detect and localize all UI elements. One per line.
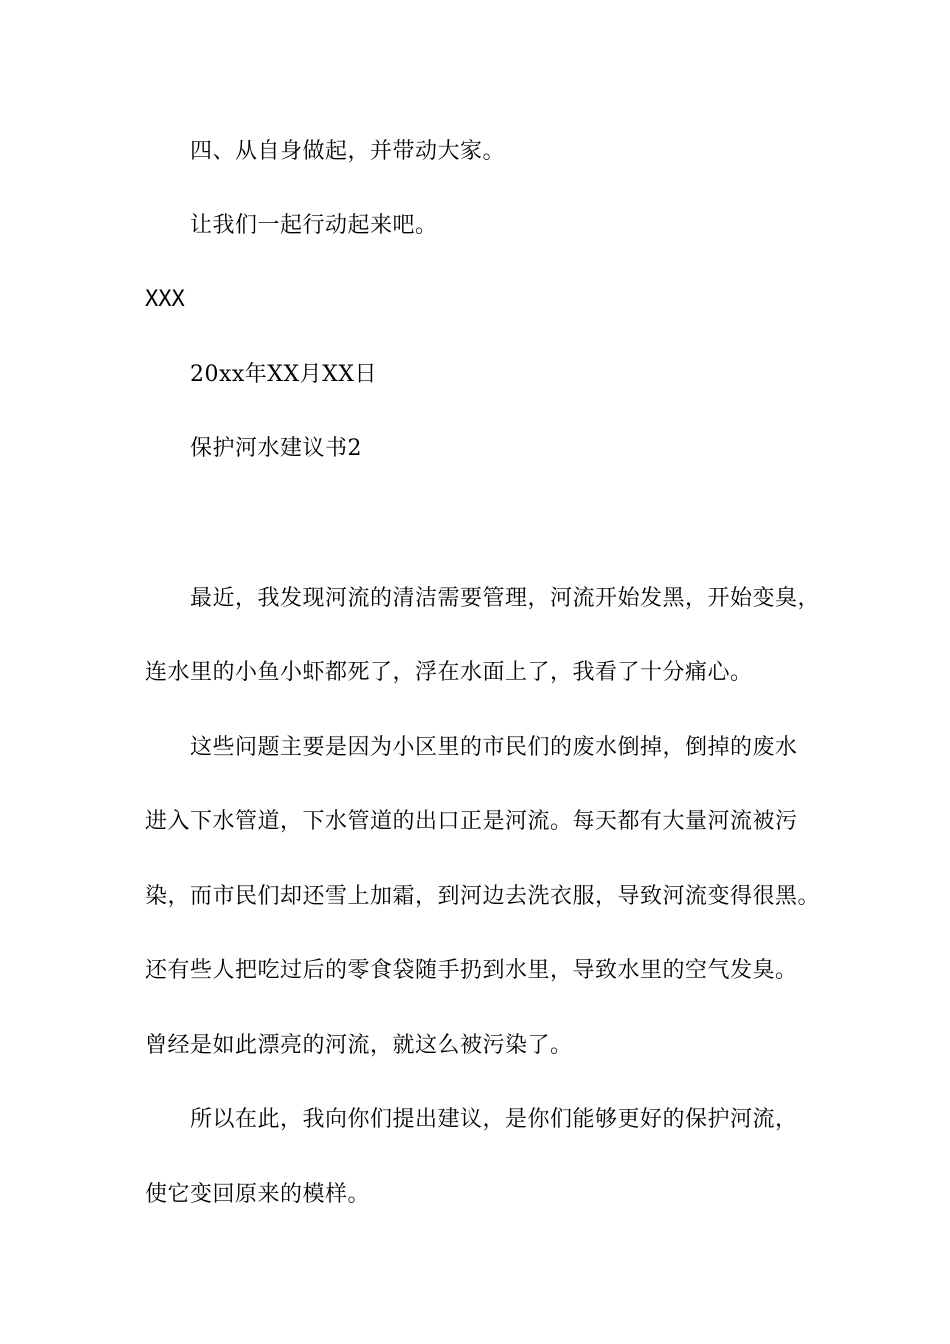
- paragraph-line: 使它变回原来的模样。: [145, 1182, 371, 1207]
- paragraph-line: 这些问题主要是因为小区里的市民们的废水倒掉，倒掉的废水: [190, 735, 798, 760]
- paragraph-line: 最近，我发现河流的清洁需要管理，河流开始发黑，开始变臭，: [190, 586, 821, 611]
- paragraph-line: 所以在此，我向你们提出建议，是你们能够更好的保护河流，: [190, 1107, 798, 1132]
- paragraph-line-point-four: 四、从自身做起，并带动大家。: [190, 139, 506, 164]
- paragraph-line-call-to-action: 让我们一起行动起来吧。: [190, 213, 438, 238]
- section-title: 保护河水建议书2: [190, 436, 362, 461]
- paragraph-line: 进入下水管道，下水管道的出口正是河流。每天都有大量河流被污: [145, 809, 798, 834]
- signature-date: 20xx年XX月XX日: [190, 362, 377, 387]
- signature-name: XXX: [145, 287, 185, 312]
- paragraph-line: 还有些人把吃过后的零食袋随手扔到水里，导致水里的空气发臭。: [145, 958, 798, 983]
- paragraph-line: 曾经是如此漂亮的河流，就这么被污染了。: [145, 1033, 573, 1058]
- paragraph-line: 染，而市民们却还雪上加霜，到河边去洗衣服，导致河流变得很黑。: [145, 884, 821, 909]
- paragraph-line: 连水里的小鱼小虾都死了，浮在水面上了，我看了十分痛心。: [145, 660, 753, 685]
